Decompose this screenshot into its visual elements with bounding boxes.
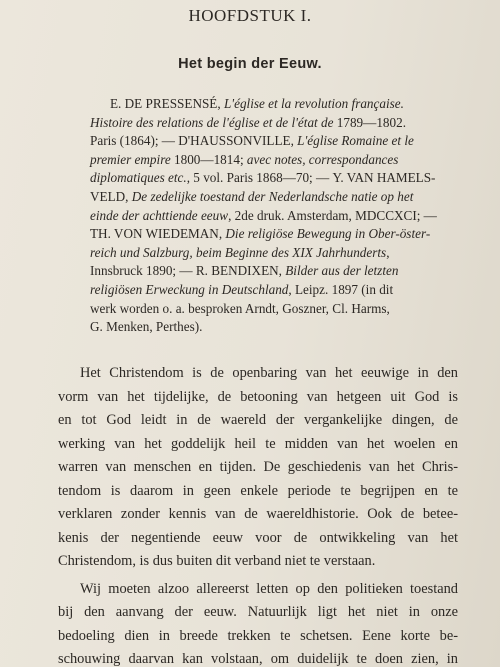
bibliography-line xyxy=(90,244,462,263)
author-name: DE PRESSENSÉ xyxy=(124,96,218,111)
citation-text: , 5 vol. Paris 1868—70; — xyxy=(186,170,333,186)
work-title: Die religiöse Bewegung in Ober-öster- xyxy=(225,226,431,242)
work-title: avec notes, correspondances xyxy=(246,151,399,167)
text-line: vorm van het tijdelijke, de betooning van hetgeen uit God is xyxy=(58,388,458,405)
work-title: premier empire xyxy=(90,151,171,167)
text-line: bij den aanvang der eeuw. Natuurlijk ligt het niet in onze xyxy=(58,604,458,620)
citation-text: , 2de druk. Amsterdam, MDCCXCI; — xyxy=(228,207,437,223)
text-line: kenis der negentiende eeuw voor de ontwikkeling van het xyxy=(58,529,458,546)
text-line: en tot God leidt in de waereld der vergankelijke dingen, de xyxy=(58,412,458,428)
text-line: verklaren zonder kennis van de waereldhistorie. Ook de betee- xyxy=(58,506,458,522)
author-name: R. BENDIXEN xyxy=(195,263,279,279)
bibliography-line xyxy=(90,114,462,133)
citation-text: , Leipz. 1897 (in dit xyxy=(288,281,394,297)
bibliography-line xyxy=(90,151,462,170)
author-name: D'HAUSSONVILLE xyxy=(178,133,291,149)
text-line: bedoeling dien in breede trekken te schetsen. Eene korte be- xyxy=(58,627,458,644)
citation-text: werk worden o. a. besproken Arndt, Goszner, Cl. Harms, xyxy=(90,300,390,316)
citation-text: Innsbruck 1890; — xyxy=(90,263,196,279)
author-name: Y. VAN HAMELS- xyxy=(332,170,436,186)
paragraph xyxy=(58,578,458,667)
bibliography-line xyxy=(90,95,462,114)
author-name: VELD xyxy=(90,188,126,204)
citation-text: G. Menken, Perthes). xyxy=(90,319,203,335)
chapter-heading: HOOFDSTUK I. xyxy=(188,6,312,25)
work-title: L'église Romaine et le xyxy=(297,133,414,149)
bibliography-line xyxy=(90,132,462,151)
work-title: einde der achttiende eeuw xyxy=(90,207,229,223)
section-title: Het begin der Eeuw. xyxy=(178,56,322,72)
work-title: Histoire des relations de l'église et de l'état de xyxy=(90,114,334,130)
text-line: warren van menschen en tijden. De geschiedenis van het Chris- xyxy=(58,459,458,475)
bibliography-line xyxy=(90,207,462,226)
work-title: L'église et la revolution française. xyxy=(223,96,404,111)
citation-text: , xyxy=(386,244,390,260)
citation-text: Paris (1864); — xyxy=(90,133,179,149)
text-line: Wij moeten alzoo allereerst letten op den politieken toestand xyxy=(80,580,458,597)
citation-text: 1789—1802. xyxy=(333,114,406,130)
citation-text: , xyxy=(218,226,226,242)
citation-text: 1800—1814; xyxy=(170,151,247,167)
text-line: schouwing daarvan kan volstaan, om duidelijk te doen zien, in xyxy=(58,651,458,667)
citation-text: , xyxy=(290,133,298,149)
author-name: TH. VON WIEDEMAN xyxy=(90,226,219,242)
bibliography-line xyxy=(90,188,462,207)
paragraph xyxy=(58,362,458,574)
bibliography-block xyxy=(90,95,462,337)
work-title: diplomatiques etc. xyxy=(90,170,187,186)
bibliography-line xyxy=(90,262,462,281)
bibliography-line xyxy=(90,281,462,300)
body-text xyxy=(58,362,458,667)
citation-text: , xyxy=(217,96,224,111)
work-title: reich und Salzburg, beim Beginne des XIX Jahrhunderts xyxy=(90,244,387,260)
work-title: Bilder aus der letzten xyxy=(285,263,399,279)
text-line: tendom is daarom in geen enkele periode te begrijpen en te xyxy=(58,482,458,499)
citation-text: E. xyxy=(110,96,125,111)
text-line: werking van het goddelijk heil te midden van het woelen en xyxy=(58,435,458,452)
bibliography-line xyxy=(90,300,462,319)
work-title: De zedelijke toestand der Nederlandsche natie op het xyxy=(131,188,414,204)
work-title: religiösen Erweckung in Deutschland xyxy=(90,281,289,297)
bibliography-line xyxy=(90,169,462,188)
text-line: Het Christendom is de openbaring van het eeuwige in den xyxy=(80,365,458,381)
citation-text: , xyxy=(125,188,132,204)
text-line: Christendom, is dus buiten dit verband niet te verstaan. xyxy=(58,553,376,569)
bibliography-line xyxy=(90,318,462,337)
citation-text: , xyxy=(278,263,286,279)
bibliography-line xyxy=(90,225,462,244)
